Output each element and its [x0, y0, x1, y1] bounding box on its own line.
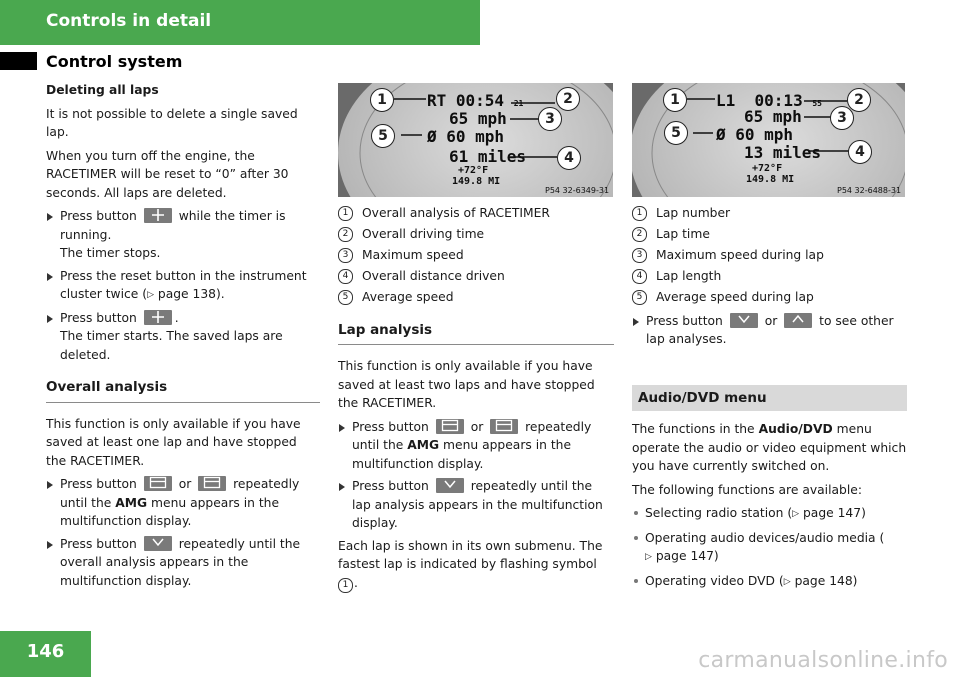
- figure-code: P54 32-6488-31: [837, 186, 902, 195]
- list-item: 2 Lap time: [632, 225, 907, 244]
- callout-4: 4: [848, 140, 872, 164]
- lap-analysis-heading: Lap analysis: [338, 321, 614, 346]
- callout-4: 4: [557, 146, 581, 170]
- display-line-6: 149.8 MI: [746, 174, 795, 185]
- instruction-step: Press button repeatedly until the overall analysis appears in the multifunction display.: [46, 535, 320, 591]
- paragraph: Each lap is shown in its own submenu. The fastest lap is indicated by flashing symbol 1 .: [338, 537, 614, 593]
- list-item: 4 Overall distance driven: [338, 267, 614, 286]
- instruction-step: Press button repeatedly until the lap analysis appears in the multifunction display.: [338, 477, 614, 533]
- callout-1: 1: [663, 88, 687, 112]
- list-item: 4 Lap length: [632, 267, 907, 286]
- list-item: Operating video DVD (▷ page 148): [632, 572, 907, 592]
- callout-2: 2: [847, 88, 871, 112]
- display-line-3: Ø 60 mph: [427, 127, 505, 146]
- instruction-step: Press button while the timer is running. The timer stops.: [46, 207, 320, 263]
- display-line-1: L1 00:13 55: [716, 91, 822, 110]
- instruction-step: Press button or to see other lap analyses.: [632, 312, 907, 349]
- display-line-2: 65 mph: [744, 107, 802, 126]
- list-item: Selecting radio station (▷ page 147): [632, 504, 907, 524]
- display-line-2: 65 mph: [449, 109, 507, 128]
- legend-list: [632, 204, 907, 307]
- display-line-1: RT 00:54 21: [427, 91, 524, 110]
- scroll-down-key-icon: [730, 313, 758, 328]
- display-line-4: 61 miles: [449, 147, 527, 166]
- paragraph: It is not possible to delete a single saved lap.: [46, 106, 298, 139]
- scroll-down-key-icon: [144, 536, 172, 551]
- paragraph: The following functions are available:: [632, 482, 862, 497]
- section-title: Control system: [46, 52, 183, 71]
- list-item: Operating audio devices/audio media ( ▷ page 147): [632, 529, 907, 567]
- paragraph: This function is only available if you have saved at least two laps and have stopped the RACETIMER.: [338, 359, 595, 410]
- header-bar: [0, 0, 480, 45]
- display-line-3: Ø 60 mph: [716, 125, 794, 144]
- list-item: 1 Lap number: [632, 204, 907, 223]
- section-marker: [0, 52, 37, 70]
- callout-2: 2: [556, 87, 580, 111]
- page-ref-icon: ▷: [147, 290, 154, 300]
- callout-5: 5: [664, 121, 688, 145]
- callout-5: 5: [371, 124, 395, 148]
- overall-analysis-heading: Overall analysis: [46, 378, 320, 403]
- paragraph: This function is only available if you have saved at least one lap and have stopped the RACETIMER.: [46, 416, 301, 468]
- page-ref-icon: ▷: [792, 509, 800, 519]
- page-number: 146: [26, 641, 65, 662]
- display-line-4: 13 miles: [744, 143, 822, 162]
- paragraph: The functions in the Audio/DVD menu operate the audio or video equipment which you have currently switched on.: [632, 422, 907, 473]
- column-2: [338, 204, 614, 598]
- instruction-step: Press button . The timer starts. The saved laps are deleted.: [46, 309, 320, 365]
- scroll-down-key-icon: [436, 478, 464, 493]
- instruction-step: Press button or repeatedly until the AMG menu appears in the multifunction display.: [338, 418, 614, 474]
- reset-plus-key-icon: [144, 310, 172, 325]
- display-left-key-icon: [436, 419, 464, 434]
- display-right-key-icon: [198, 476, 226, 491]
- deleting-laps-heading: Deleting all laps: [46, 83, 159, 97]
- legend-list: [338, 204, 614, 307]
- paragraph: When you turn off the engine, the RACETIMER will be reset to “0” after 30 seconds. All laps are deleted.: [46, 148, 289, 200]
- audio-dvd-menu-heading: Audio/DVD menu: [632, 385, 907, 412]
- column-1: [46, 81, 320, 594]
- page-ref-icon: ▷: [783, 576, 791, 587]
- list-item: 3 Maximum speed during lap: [632, 246, 907, 265]
- callout-3: 3: [830, 106, 854, 130]
- reset-plus-key-icon: [144, 208, 172, 223]
- column-3: [632, 204, 907, 596]
- scroll-up-key-icon: [784, 313, 812, 328]
- callout-3: 3: [538, 107, 562, 131]
- list-item: 3 Maximum speed: [338, 246, 614, 265]
- lap-analysis-display-image: [632, 83, 905, 197]
- list-item: 1 Overall analysis of RACETIMER: [338, 204, 614, 223]
- display-right-key-icon: [490, 419, 518, 434]
- list-item: 2 Overall driving time: [338, 225, 614, 244]
- figure-code: P54 32-6349-31: [545, 186, 610, 195]
- page-ref-icon: ▷: [645, 552, 652, 562]
- list-item: 5 Average speed: [338, 288, 614, 307]
- display-line-5: +72°F: [752, 163, 783, 174]
- page-number-box: [0, 631, 91, 677]
- chapter-title: Controls in detail: [46, 11, 212, 31]
- display-line-5: +72°F: [458, 165, 489, 176]
- callout-1: 1: [370, 88, 394, 112]
- instruction-step: Press the reset button in the instrument cluster twice (▷ page 138).: [46, 267, 320, 305]
- list-item: 5 Average speed during lap: [632, 288, 907, 307]
- display-left-key-icon: [144, 476, 172, 491]
- racetimer-overall-display-image: [338, 83, 613, 197]
- watermark: carmanualsonline.info: [698, 648, 948, 673]
- instruction-step: Press button or repeatedly until the AMG menu appears in the multifunction display.: [46, 475, 320, 531]
- display-line-6: 149.8 MI: [452, 176, 501, 187]
